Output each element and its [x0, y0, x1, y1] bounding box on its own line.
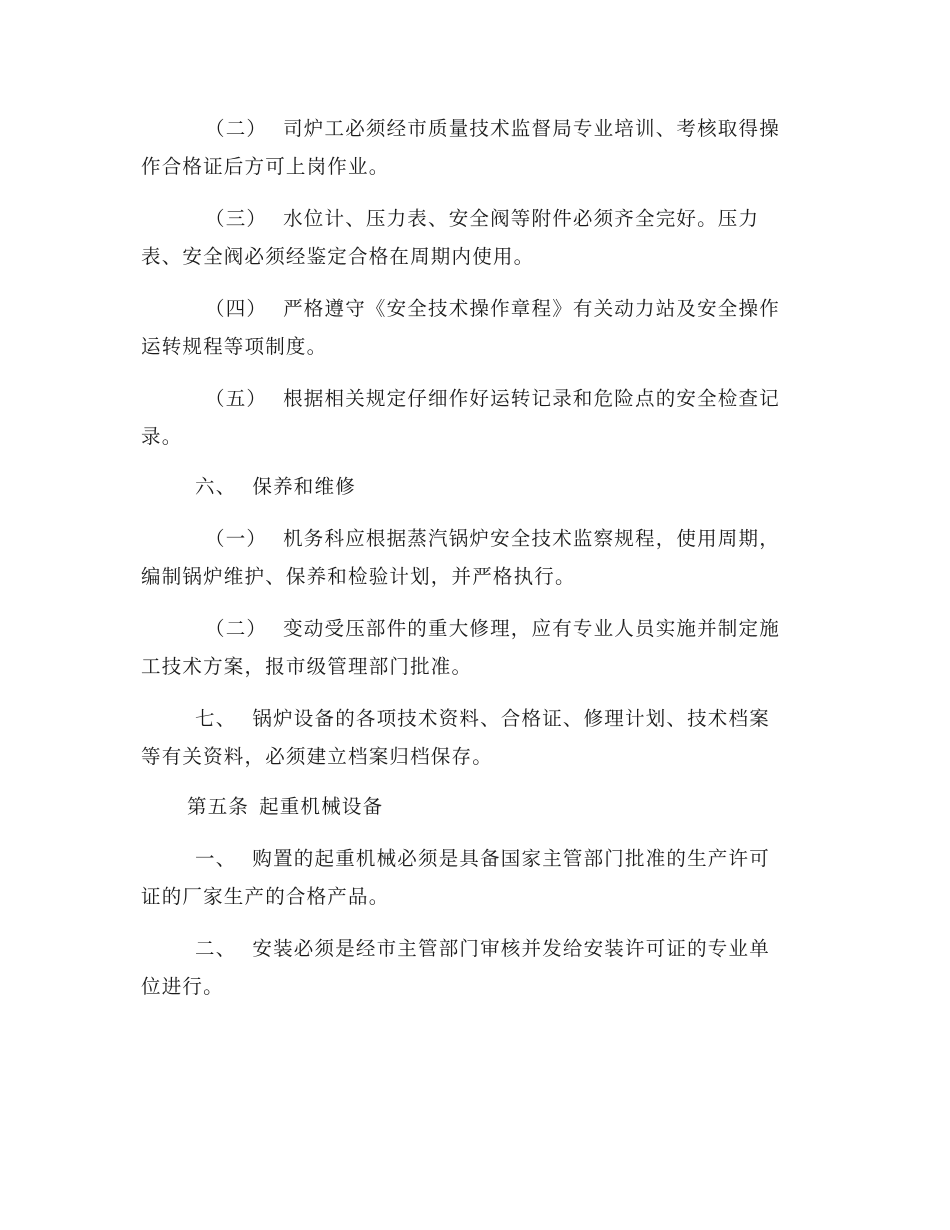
paragraph-line: 司炉工必须经市质量技术监督局专业培训、考核取得操	[283, 117, 780, 140]
section-heading-maintenance	[141, 468, 796, 506]
paragraph-line: 严格遵守《安全技术操作章程》有关动力站及安全操作	[283, 297, 780, 320]
paragraph-line: 水位计、压力表、安全阀等附件必须齐全完好。压力	[283, 207, 760, 230]
paragraph-lifting-installation	[141, 930, 796, 1006]
article-title: 起重机械设备	[259, 795, 384, 818]
article-label: 第五条	[187, 795, 250, 818]
paragraph-operation-records	[141, 380, 796, 456]
paragraph-line: 购置的起重机械必须是具备国家主管部门批准的生产许可	[252, 847, 770, 870]
paragraph-line: 根据相关规定仔细作好运转记录和危险点的安全检查记	[283, 387, 780, 410]
paragraph-operating-rules	[141, 290, 796, 366]
paragraph-lifting-purchase	[141, 840, 796, 916]
paragraph-line: 作合格证后方可上岗作业。	[141, 155, 390, 178]
paragraph-technical-archives	[141, 700, 796, 776]
paragraph-maintenance-plan	[141, 520, 796, 596]
paragraph-line: 运转规程等项制度。	[141, 335, 328, 358]
paragraph-line: 锅炉设备的各项技术资料、合格证、修理计划、技术档案	[252, 707, 770, 730]
paragraph-safety-accessories	[141, 200, 796, 276]
paragraph-label: （三）	[205, 207, 268, 230]
paragraph-label: 七、	[195, 707, 237, 730]
paragraph-label: （一）	[205, 527, 268, 550]
paragraph-boiler-operator-training	[141, 110, 796, 186]
paragraph-label: （二）	[205, 617, 268, 640]
paragraph-line: 表、安全阀必须经鉴定合格在周期内使用。	[141, 245, 535, 268]
paragraph-line: 编制锅炉维护、保养和检验计划，并严格执行。	[141, 565, 576, 588]
paragraph-line: 安装必须是经市主管部门审核并发给安装许可证的专业单	[252, 937, 770, 960]
paragraph-label: 一、	[195, 847, 237, 870]
article-heading-lifting-equipment	[141, 788, 796, 826]
paragraph-line: 变动受压部件的重大修理，应有专业人员实施并制定施	[283, 617, 780, 640]
paragraph-line: 工技术方案，报市级管理部门批准。	[141, 655, 473, 678]
section-title: 保养和维修	[252, 475, 356, 498]
paragraph-major-repair	[141, 610, 796, 686]
paragraph-line: 证的厂家生产的合格产品。	[141, 885, 390, 908]
paragraph-label: （五）	[205, 387, 268, 410]
paragraph-line: 录。	[141, 425, 183, 448]
paragraph-label: （二）	[205, 117, 268, 140]
paragraph-line: 机务科应根据蒸汽锅炉安全技术监察规程，使用周期，	[283, 527, 780, 550]
paragraph-line: 等有关资料，必须建立档案归档保存。	[141, 745, 493, 768]
paragraph-label: （四）	[205, 297, 268, 320]
paragraph-line: 位进行。	[141, 975, 224, 998]
section-label: 六、	[195, 475, 237, 498]
paragraph-label: 二、	[195, 937, 237, 960]
